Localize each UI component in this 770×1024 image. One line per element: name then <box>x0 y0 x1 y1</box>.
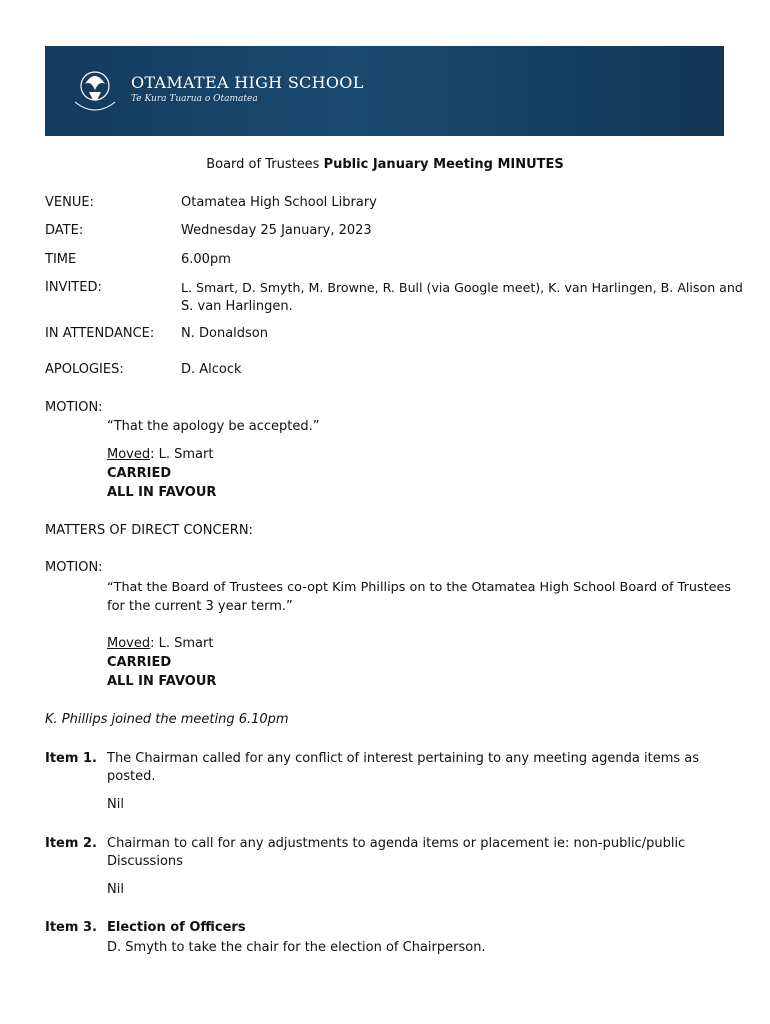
attendance-label: IN ATTENDANCE: <box>45 326 155 341</box>
date-label: DATE: <box>45 223 84 238</box>
motion2-text-line2: for the current 3 year term.” <box>107 599 293 614</box>
item2-number: Item 2. <box>45 836 97 851</box>
invited-value-line2: S. van Harlingen. <box>181 299 293 314</box>
moved-by: : L. Smart <box>150 636 214 651</box>
item1-number: Item 1. <box>45 751 97 766</box>
motion2-carried: CARRIED <box>107 655 172 670</box>
date-value: Wednesday 25 January, 2023 <box>181 223 372 238</box>
item3-number: Item 3. <box>45 920 97 935</box>
motion2-text-line1: “That the Board of Trustees co-opt Kim Phillips on to the Otamatea High School Board of Trustees <box>107 580 732 595</box>
item3-line1: D. Smyth to take the chair for the election of Chairperson. <box>107 940 486 955</box>
apologies-label: APOLOGIES: <box>45 362 124 377</box>
venue-label: VENUE: <box>45 195 94 210</box>
item1-result: Nil <box>107 797 124 812</box>
school-name: OTAMATEA HIGH SCHOOL <box>131 73 364 92</box>
item2-line2: Discussions <box>107 854 183 869</box>
matters-heading: MATTERS OF DIRECT CONCERN: <box>45 523 253 538</box>
moved-by: : L. Smart <box>150 447 214 462</box>
time-value: 6.00pm <box>181 252 231 267</box>
item2-result: Nil <box>107 882 124 897</box>
motion1-text: “That the apology be accepted.” <box>107 419 320 434</box>
moved-label: Moved <box>107 636 151 651</box>
item2-line1: Chairman to call for any adjustments to agenda items or placement ie: non-public/public <box>107 836 686 851</box>
moved-label: Moved <box>107 447 151 462</box>
venue-value: Otamatea High School Library <box>181 195 377 210</box>
time-label: TIME <box>45 252 77 267</box>
title-prefix: Board of Trustees <box>206 157 324 172</box>
school-header-banner <box>45 46 724 136</box>
motion1-favour: ALL IN FAVOUR <box>107 485 217 500</box>
document-title <box>0 157 770 172</box>
motion1-label: MOTION: <box>45 400 103 415</box>
item3-heading: Election of Officers <box>107 920 246 935</box>
invited-label: INVITED: <box>45 280 102 295</box>
motion2-label: MOTION: <box>45 560 103 575</box>
attendance-value: N. Donaldson <box>181 326 268 341</box>
item1-line2: posted. <box>107 769 156 784</box>
motion2-favour: ALL IN FAVOUR <box>107 674 217 689</box>
meeting-note: K. Phillips joined the meeting 6.10pm <box>45 712 289 727</box>
item1-line1: The Chairman called for any conflict of interest pertaining to any meeting agenda items as <box>107 751 700 766</box>
invited-value-line1: L. Smart, D. Smyth, M. Browne, R. Bull (via Google meet), K. van Harlingen, B. Alison and <box>181 280 743 295</box>
title-bold: Public January Meeting MINUTES <box>323 157 564 172</box>
motion1-carried: CARRIED <box>107 466 172 481</box>
school-subtitle: Te Kura Tuarua o Otamatea <box>131 94 258 104</box>
motion1-moved <box>107 447 213 462</box>
apologies-value: D. Alcock <box>181 362 242 377</box>
motion2-moved <box>107 636 213 651</box>
school-crest-icon <box>67 62 123 118</box>
